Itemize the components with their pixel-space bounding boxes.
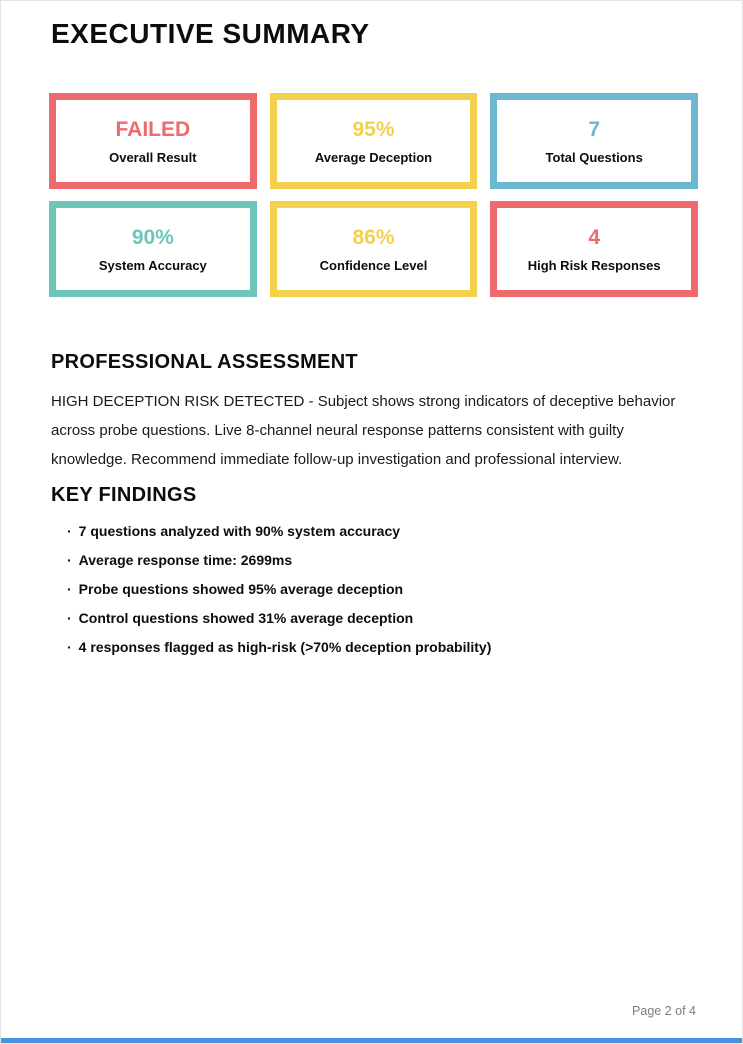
stat-label: Confidence Level: [319, 257, 428, 273]
finding-item: · Average response time: 2699ms: [67, 553, 687, 567]
finding-item: · 4 responses flagged as high-risk (>70% deception probability): [67, 640, 687, 654]
page-number: Page 2 of 4: [632, 1004, 696, 1018]
findings-list: [67, 524, 687, 669]
finding-item: · 7 questions analyzed with 90% system accuracy: [67, 524, 687, 538]
stat-card: [270, 201, 478, 297]
finding-item: · Control questions showed 31% average deception: [67, 611, 687, 625]
stat-value: 4: [588, 225, 600, 249]
stat-card: [49, 93, 257, 189]
stat-card: [490, 201, 698, 297]
stat-cards-grid: [49, 93, 698, 297]
finding-item: · Probe questions showed 95% average deception: [67, 582, 687, 596]
bottom-accent-bar: [1, 1038, 742, 1043]
assessment-heading: PROFESSIONAL ASSESSMENT: [51, 351, 358, 373]
stat-value: 7: [588, 117, 600, 141]
stat-value: 95%: [352, 117, 395, 141]
stat-label: Overall Result: [109, 149, 197, 165]
stat-label: Total Questions: [545, 149, 643, 165]
stat-value: 90%: [131, 225, 174, 249]
stat-label: Average Deception: [314, 149, 433, 165]
stat-label: System Accuracy: [98, 257, 207, 273]
stat-card: [49, 201, 257, 297]
stat-label: High Risk Responses: [527, 257, 661, 273]
page-title: EXECUTIVE SUMMARY: [51, 18, 370, 49]
stat-card: [270, 93, 478, 189]
stat-value: FAILED: [115, 117, 191, 141]
findings-heading: KEY FINDINGS: [51, 484, 197, 506]
stat-card: [490, 93, 698, 189]
assessment-body: HIGH DECEPTION RISK DETECTED - Subject shows strong indicators of deceptive behavior across probe questions. Live 8-channel neural response patterns consistent with guilty knowledge. Recommend immediate follow-up investigation and professional interview.: [51, 393, 676, 468]
stat-value: 86%: [352, 225, 395, 249]
